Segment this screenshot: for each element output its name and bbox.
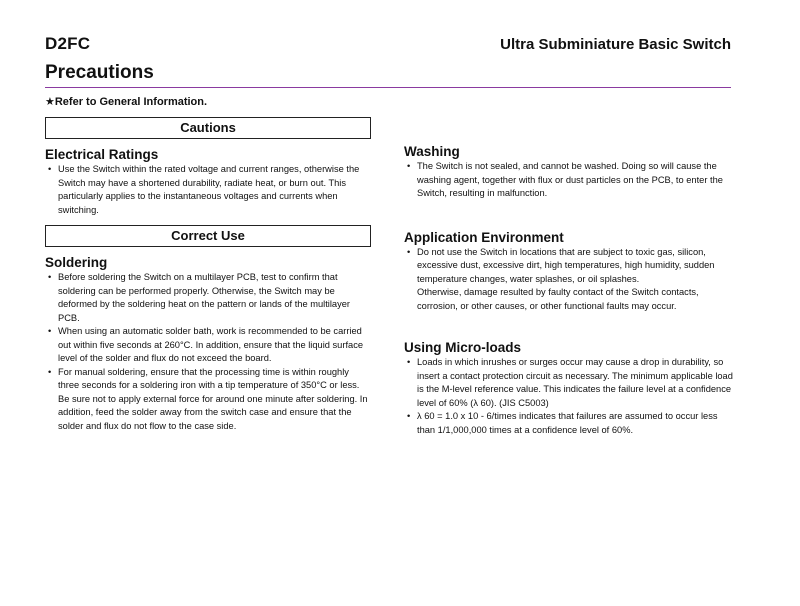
- list-item: • For manual soldering, ensure that the processing time is within roughly three seconds for a soldering iron with a tip temperature of 350°C or less. Be sure not to apply external force for around one minute after soldering. In addition, feed the solder away from the switch case and ensure that the solder and flux do not flow to the case side.: [45, 366, 372, 434]
- title-divider: [45, 87, 731, 88]
- application-environment-heading: Application Environment: [404, 229, 564, 245]
- page-title: Precautions: [45, 62, 154, 83]
- micro-loads-heading: Using Micro-loads: [404, 340, 522, 355]
- cautions-box: Cautions: [45, 117, 371, 139]
- reference-note: ★Refer to General Information.: [45, 96, 208, 108]
- soldering-heading: Soldering: [45, 255, 108, 270]
- list-item: • λ 60 = 1.0 x 10 - 6/times indicates that failures are assumed to occur less than 1/1,000,000 times at a confidence level of 60%.: [404, 410, 734, 437]
- micro-loads-list: [404, 356, 734, 437]
- list-item: • When using an automatic solder bath, work is recommended to be carried out within five seconds at 260°C. In addition, ensure that the liquid surface level of the solder and flux do not exceed the board.: [45, 325, 372, 366]
- electrical-ratings-heading: Electrical Ratings: [45, 147, 159, 162]
- correct-use-box: Correct Use: [45, 225, 371, 247]
- electrical-ratings-list: [45, 163, 372, 217]
- washing-list: [404, 160, 734, 201]
- environment-note: Otherwise, damage resulted by faulty contact of the Switch contacts, corrosion, or other causes, or other functional faults may occur.: [417, 287, 699, 311]
- list-item: • Loads in which inrushes or surges occur may cause a drop in durability, so insert a contact protection circuit as necessary. The minimum applicable load is the M-level reference value. This indicates the failure level at a confidence level of 60% (λ 60). (JIS C5003): [404, 356, 734, 410]
- list-item: • Before soldering the Switch on a multilayer PCB, test to confirm that soldering can be performed properly. Otherwise, the Switch may be deformed by the soldering heat on the pattern or lands of the multilayer PCB.: [45, 271, 372, 325]
- soldering-list: [45, 271, 372, 433]
- list-item: • Use the Switch within the rated voltage and current ranges, otherwise the Switch may have a shortened durability, radiate heat, or burn out. This particularly applies to the instantaneous voltages and currents when switching.: [45, 163, 372, 217]
- washing-heading: Washing: [404, 144, 460, 159]
- list-item: • The Switch is not sealed, and cannot be washed. Doing so will cause the washing agent, together with flux or dust particles on the PCB, to enter the Switch, resulting in malfunction.: [404, 160, 734, 201]
- left-column: [45, 117, 372, 433]
- model-number: D2FC: [45, 34, 91, 53]
- list-item: • Do not use the Switch in locations that are subject to toxic gas, silicon, excessive dust, excessive dirt, high temperatures, high humidity, sudden temperature changes, water splashes, or oil splashes.: [404, 246, 734, 287]
- right-column: [404, 143, 734, 437]
- product-name: Ultra Subminiature Basic Switch: [500, 36, 731, 53]
- application-environment-list: [404, 246, 734, 287]
